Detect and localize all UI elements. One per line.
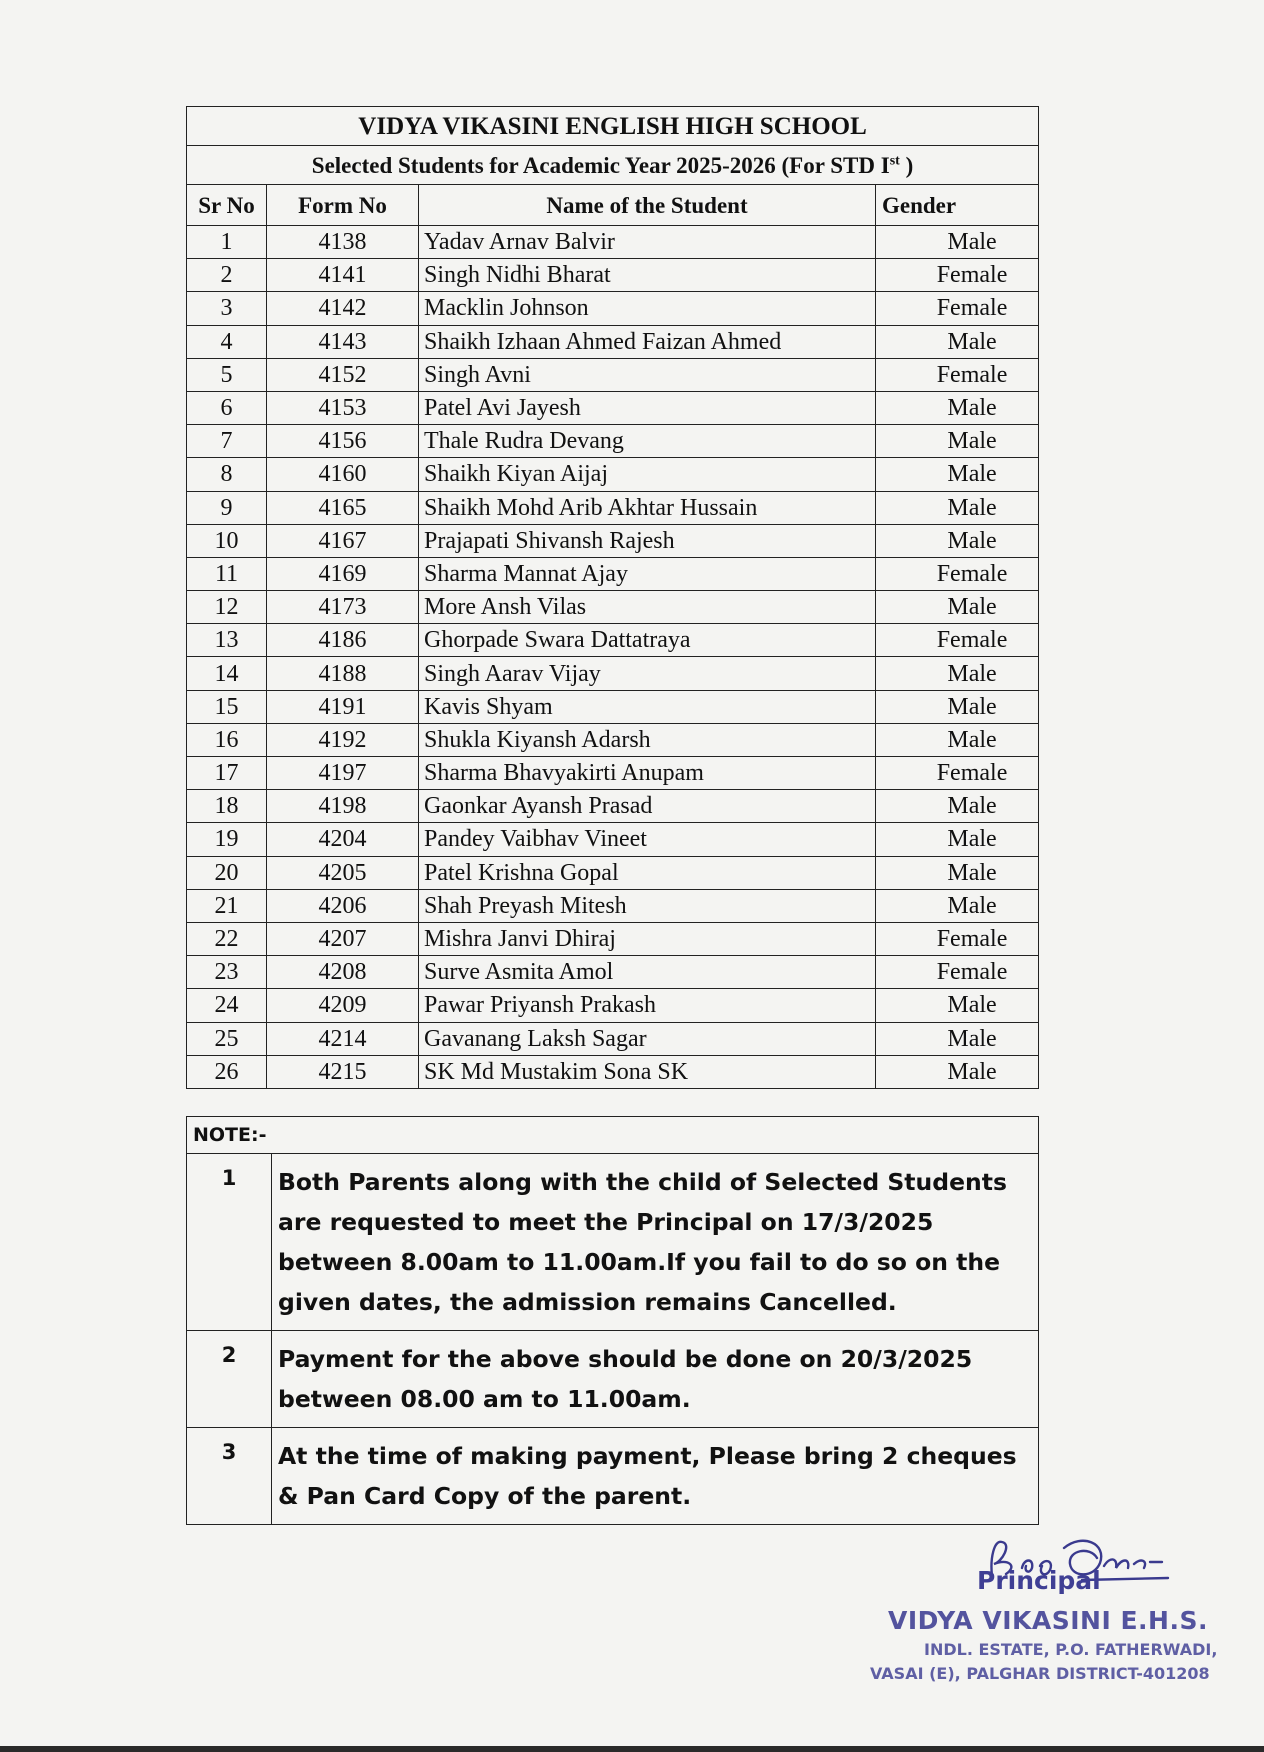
form-no-cell: 4152: [267, 358, 419, 391]
gender-cell: Male: [876, 425, 1039, 458]
principal-stamp: [862, 1528, 1218, 1688]
table-row: [187, 790, 1039, 823]
table-row: [187, 889, 1039, 922]
sr-no-cell: 9: [187, 491, 267, 524]
student-name-cell: Gaonkar Ayansh Prasad: [419, 790, 876, 823]
student-name-cell: Patel Avi Jayesh: [419, 391, 876, 424]
subtitle-superscript: st: [889, 152, 900, 168]
selected-students-table: [186, 106, 1039, 1089]
sr-no-cell: 26: [187, 1055, 267, 1088]
form-no-cell: 4191: [267, 690, 419, 723]
notes-heading: NOTE:-: [187, 1117, 1039, 1154]
note-number: 1: [187, 1154, 272, 1331]
table-row: [187, 723, 1039, 756]
table-row: [187, 657, 1039, 690]
form-no-cell: 4205: [267, 856, 419, 889]
table-row: [187, 325, 1039, 358]
gender-cell: Female: [876, 757, 1039, 790]
gender-cell: Male: [876, 790, 1039, 823]
table-row: [187, 226, 1039, 259]
table-row: [187, 391, 1039, 424]
sr-no-cell: 8: [187, 458, 267, 491]
sr-no-cell: 20: [187, 856, 267, 889]
form-no-cell: 4198: [267, 790, 419, 823]
form-no-cell: 4197: [267, 757, 419, 790]
sr-no-cell: 6: [187, 391, 267, 424]
gender-cell: Male: [876, 226, 1039, 259]
student-name-cell: Gavanang Laksh Sagar: [419, 1022, 876, 1055]
note-row: [187, 1428, 1039, 1525]
form-no-cell: 4215: [267, 1055, 419, 1088]
sr-no-cell: 23: [187, 956, 267, 989]
stamp-address-line-2: VASAI (E), PALGHAR DISTRICT-401208: [870, 1664, 1210, 1683]
sr-no-cell: 16: [187, 723, 267, 756]
form-no-cell: 4156: [267, 425, 419, 458]
sr-no-cell: 21: [187, 889, 267, 922]
form-no-cell: 4160: [267, 458, 419, 491]
gender-cell: Male: [876, 723, 1039, 756]
student-name-cell: Pandey Vaibhav Vineet: [419, 823, 876, 856]
sr-no-cell: 4: [187, 325, 267, 358]
student-name-cell: Yadav Arnav Balvir: [419, 226, 876, 259]
sr-no-cell: 19: [187, 823, 267, 856]
gender-cell: Female: [876, 259, 1039, 292]
column-header-student-name: Name of the Student: [419, 185, 876, 226]
table-row: [187, 856, 1039, 889]
sr-no-cell: 2: [187, 259, 267, 292]
sr-no-cell: 10: [187, 524, 267, 557]
form-no-cell: 4209: [267, 989, 419, 1022]
gender-cell: Female: [876, 557, 1039, 590]
form-no-cell: 4142: [267, 292, 419, 325]
sr-no-cell: 7: [187, 425, 267, 458]
student-name-cell: Shah Preyash Mitesh: [419, 889, 876, 922]
form-no-cell: 4204: [267, 823, 419, 856]
student-name-cell: Sharma Bhavyakirti Anupam: [419, 757, 876, 790]
student-name-cell: Sharma Mannat Ajay: [419, 557, 876, 590]
gender-cell: Female: [876, 956, 1039, 989]
note-rows: [187, 1154, 1039, 1525]
gender-cell: Male: [876, 591, 1039, 624]
sr-no-cell: 11: [187, 557, 267, 590]
student-name-cell: Shaikh Izhaan Ahmed Faizan Ahmed: [419, 325, 876, 358]
sr-no-cell: 15: [187, 690, 267, 723]
table-row: [187, 259, 1039, 292]
gender-cell: Female: [876, 922, 1039, 955]
table-row: [187, 956, 1039, 989]
form-no-cell: 4214: [267, 1022, 419, 1055]
note-row: [187, 1154, 1039, 1331]
sr-no-cell: 17: [187, 757, 267, 790]
table-row: [187, 989, 1039, 1022]
table-row: [187, 757, 1039, 790]
gender-cell: Female: [876, 292, 1039, 325]
gender-cell: Male: [876, 690, 1039, 723]
notes-table: [186, 1116, 1039, 1525]
table-subtitle: [187, 146, 1039, 185]
table-row: [187, 690, 1039, 723]
sr-no-cell: 13: [187, 624, 267, 657]
student-name-cell: Kavis Shyam: [419, 690, 876, 723]
student-name-cell: Prajapati Shivansh Rajesh: [419, 524, 876, 557]
subtitle-end: ): [899, 152, 914, 178]
form-no-cell: 4188: [267, 657, 419, 690]
sr-no-cell: 3: [187, 292, 267, 325]
table-row: [187, 624, 1039, 657]
gender-cell: Male: [876, 823, 1039, 856]
scan-edge: [0, 1746, 1264, 1752]
form-no-cell: 4138: [267, 226, 419, 259]
gender-cell: Male: [876, 1022, 1039, 1055]
table-row: [187, 557, 1039, 590]
table-row: [187, 292, 1039, 325]
sr-no-cell: 1: [187, 226, 267, 259]
form-no-cell: 4186: [267, 624, 419, 657]
gender-cell: Male: [876, 491, 1039, 524]
note-number: 2: [187, 1331, 272, 1428]
sr-no-cell: 18: [187, 790, 267, 823]
student-name-cell: Singh Avni: [419, 358, 876, 391]
form-no-cell: 4192: [267, 723, 419, 756]
table-row: [187, 358, 1039, 391]
gender-cell: Male: [876, 657, 1039, 690]
student-name-cell: Patel Krishna Gopal: [419, 856, 876, 889]
student-name-cell: Pawar Priyansh Prakash: [419, 989, 876, 1022]
student-name-cell: Shaikh Mohd Arib Akhtar Hussain: [419, 491, 876, 524]
form-no-cell: 4153: [267, 391, 419, 424]
student-name-cell: More Ansh Vilas: [419, 591, 876, 624]
column-header-gender: Gender: [876, 185, 1039, 226]
stamp-school-name: VIDYA VIKASINI E.H.S.: [888, 1606, 1208, 1635]
note-number: 3: [187, 1428, 272, 1525]
sr-no-cell: 24: [187, 989, 267, 1022]
table-row: [187, 491, 1039, 524]
form-no-cell: 4207: [267, 922, 419, 955]
gender-cell: Male: [876, 989, 1039, 1022]
form-no-cell: 4143: [267, 325, 419, 358]
sr-no-cell: 14: [187, 657, 267, 690]
student-name-cell: Ghorpade Swara Dattatraya: [419, 624, 876, 657]
note-text: At the time of making payment, Please bring 2 cheques & Pan Card Copy of the parent.: [272, 1428, 1039, 1525]
student-name-cell: Mishra Janvi Dhiraj: [419, 922, 876, 955]
gender-cell: Male: [876, 889, 1039, 922]
form-no-cell: 4173: [267, 591, 419, 624]
form-no-cell: 4206: [267, 889, 419, 922]
gender-cell: Male: [876, 856, 1039, 889]
gender-cell: Male: [876, 458, 1039, 491]
school-title: VIDYA VIKASINI ENGLISH HIGH SCHOOL: [187, 107, 1039, 146]
gender-cell: Male: [876, 1055, 1039, 1088]
gender-cell: Male: [876, 524, 1039, 557]
column-header-sr-no: Sr No: [187, 185, 267, 226]
note-row: [187, 1331, 1039, 1428]
student-rows: [187, 226, 1039, 1089]
gender-cell: Female: [876, 358, 1039, 391]
student-name-cell: Shaikh Kiyan Aijaj: [419, 458, 876, 491]
gender-cell: Female: [876, 624, 1039, 657]
table-row: [187, 458, 1039, 491]
table-row: [187, 524, 1039, 557]
form-no-cell: 4208: [267, 956, 419, 989]
table-row: [187, 823, 1039, 856]
student-name-cell: Surve Asmita Amol: [419, 956, 876, 989]
student-name-cell: Shukla Kiyansh Adarsh: [419, 723, 876, 756]
student-name-cell: SK Md Mustakim Sona SK: [419, 1055, 876, 1088]
form-no-cell: 4141: [267, 259, 419, 292]
form-no-cell: 4167: [267, 524, 419, 557]
table-row: [187, 922, 1039, 955]
student-name-cell: Singh Nidhi Bharat: [419, 259, 876, 292]
sr-no-cell: 25: [187, 1022, 267, 1055]
note-text: Both Parents along with the child of Selected Students are requested to meet the Principal on 17/3/2025 between 8.00am to 11.00am.If you fail to do so on the given dates, the admission remains Cancelled.: [272, 1154, 1039, 1331]
table-row: [187, 591, 1039, 624]
sr-no-cell: 5: [187, 358, 267, 391]
stamp-address-line-1: INDL. ESTATE, P.O. FATHERWADI,: [924, 1640, 1218, 1659]
student-name-cell: Macklin Johnson: [419, 292, 876, 325]
student-name-cell: Thale Rudra Devang: [419, 425, 876, 458]
table-row: [187, 425, 1039, 458]
sr-no-cell: 22: [187, 922, 267, 955]
student-name-cell: Singh Aarav Vijay: [419, 657, 876, 690]
table-row: [187, 1055, 1039, 1088]
form-no-cell: 4165: [267, 491, 419, 524]
stamp-title: Principal: [977, 1566, 1101, 1595]
column-header-form-no: Form No: [267, 185, 419, 226]
form-no-cell: 4169: [267, 557, 419, 590]
note-text: Payment for the above should be done on 20/3/2025 between 08.00 am to 11.00am.: [272, 1331, 1039, 1428]
gender-cell: Male: [876, 325, 1039, 358]
subtitle-text: Selected Students for Academic Year 2025-2026 (For STD I: [311, 152, 890, 178]
sr-no-cell: 12: [187, 591, 267, 624]
gender-cell: Male: [876, 391, 1039, 424]
table-row: [187, 1022, 1039, 1055]
